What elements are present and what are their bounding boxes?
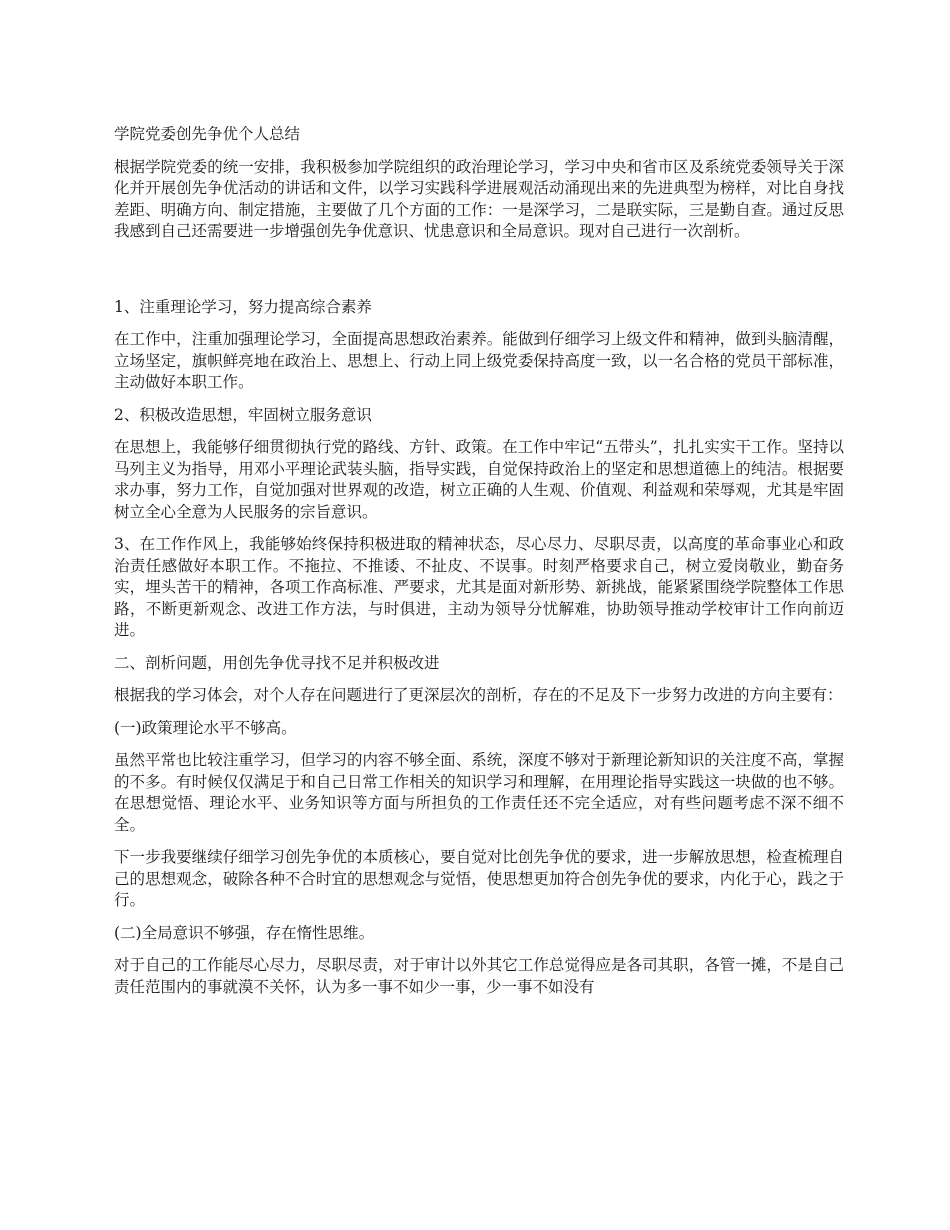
document-title: 学院党委创先争优个人总结 — [114, 125, 301, 143]
paragraph-policy-theory: 虽然平常也比较注重学习，但学习的内容不够全面、系统，深度不够对于新理论新知识的关注度不高，掌握的不多。有时候仅仅满足于和自己日常工作相关的知识学习和理解，在用理论指导实践这一块做的也不够。在思想觉悟、理论水平、业务知识等方面与所担负的工作责任还不完全适应，对有些问题考虑不深不细不全。 — [114, 751, 844, 834]
paragraph-overall-awareness: 对于自己的工作能尽心尽力，尽职尽责，对于审计以外其它工作总觉得应是各司其职，各管一摊，不是自己责任范围内的事就漠不关怀，认为多一事不如少一事，少一事不如没有 — [114, 956, 844, 996]
section-spacer — [114, 254, 844, 297]
paragraph-theory-study: 在工作中，注重加强理论学习，全面提高思想政治素养。能做到仔细学习上级文件和精神，做到头脑清醒，立场坚定，旗帜鲜亮地在政治上、思想上、行动上同上级党委保持高度一致，以一名合格的党员干部标准，主动做好本职工作。 — [114, 330, 844, 391]
section-heading-2: 2、积极改造思想，牢固树立服务意识 — [114, 405, 372, 424]
paragraph-next-steps: 下一步我要继续仔细学习创先争优的本质核心，要自觉对比创先争优的要求，进一步解放思想，检查梳理自己的思想观念，破除各种不合时宜的思想观念与觉悟，使思想更加符合创先争优的要求，内化于心，践之于行。 — [114, 848, 844, 909]
subheading-policy-theory: (一)政策理论水平不够高。 — [114, 718, 297, 737]
paragraph-ideology: 在思想上，我能够仔细贯彻执行党的路线、方针、政策。在工作中牢记“五带头”，扎扎实实干工作。坚持以马列主义为指导，用邓小平理论武装头脑，指导实践，自觉保持政治上的坚定和思想道德上的纯洁。根据要求办事，努力工作，自觉加强对世界观的改造，树立正确的人生观、价值观、利益观和荣辱观，尤其是牢固树立全心全意为人民服务的宗旨意识。 — [114, 438, 844, 521]
paragraph-work-style: 3、在工作作风上，我能够始终保持积极进取的精神状态，尽心尽力、尽职尽责，以高度的革命事业心和政治责任感做好本职工作。不拖拉、不推诿、不扯皮、不误事。时刻严格要求自己，树立爱岗敬业，勤奋务实，埋头苦干的精神，各项工作高标准、严要求，尤其是面对新形势、新挑战，能紧紧围绕学院整体工作思路，不断更新观念、改进工作方法，与时俱进，主动为领导分忧解难，协助领导推动学校审计工作向前迈进。 — [114, 535, 844, 639]
section-heading-analysis: 二、剖析问题，用创先争优寻找不足并积极改进 — [114, 653, 440, 672]
intro-paragraph: 根据学院党委的统一安排，我积极参加学院组织的政治理论学习，学习中央和省市区及系统党委领导关于深化并开展创先争优活动的讲话和文件，以学习实践科学进展观活动涌现出来的先进典型为榜样，对比自身找差距、明确方向、制定措施，主要做了几个方面的工作：一是深学习，二是联实际，三是勤自查。通过反思我感到自己还需要进一步增强创先争优意识、忧患意识和全局意识。现对自己进行一次剖析。 — [114, 157, 844, 240]
subheading-overall-awareness: (二)全局意识不够强，存在惰性思维。 — [114, 923, 375, 942]
paragraph-analysis-intro: 根据我的学习体会，对个人存在问题进行了更深层次的剖析，存在的不足及下一步努力改进的方向主要有： — [114, 686, 843, 704]
document-page — [114, 124, 844, 1009]
section-heading-1: 1、注重理论学习，努力提高综合素养 — [114, 297, 372, 316]
